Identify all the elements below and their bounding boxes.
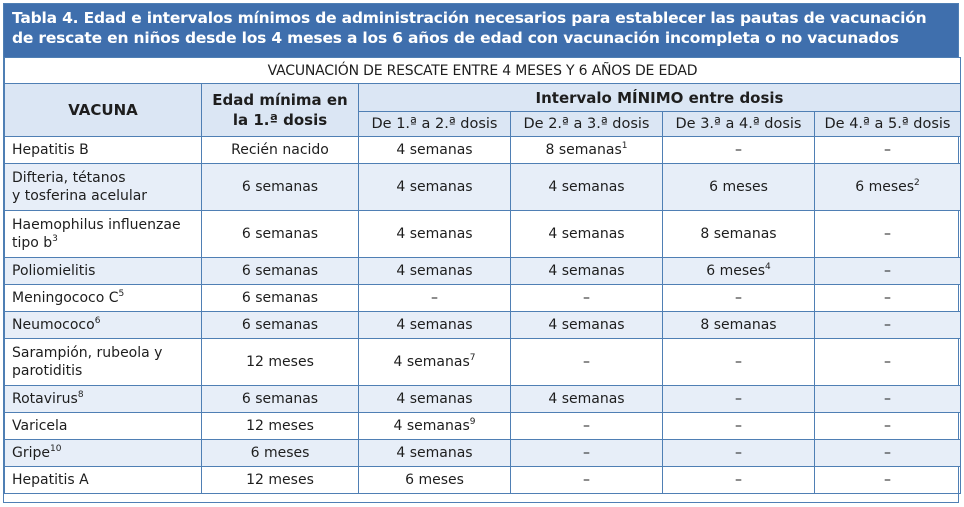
footnote-ref: 10 xyxy=(50,444,62,454)
footnote-ref: 8 xyxy=(77,390,84,400)
table-row xyxy=(5,285,961,312)
interval-3-4 xyxy=(663,386,815,413)
interval-1-2 xyxy=(359,211,511,258)
vaccine-name-line-1: Difteria, tétanos xyxy=(12,170,126,186)
interval-2-3 xyxy=(511,285,663,312)
header-dosis-2-3: De 2.ª a 3.ª dosis xyxy=(511,112,663,137)
interval-value: – xyxy=(884,226,891,242)
interval-4-5 xyxy=(815,285,961,312)
interval-2-3 xyxy=(511,413,663,440)
interval-4-5 xyxy=(815,339,961,386)
interval-value: – xyxy=(583,418,590,434)
interval-2-3 xyxy=(511,164,663,211)
vaccination-table-frame xyxy=(3,3,959,503)
vaccine-name-text: Gripe xyxy=(12,445,50,461)
footnote-ref: 4 xyxy=(765,262,771,272)
interval-value: 6 meses xyxy=(709,179,768,195)
footnote-ref: 2 xyxy=(914,178,920,188)
vaccine-name-text: Varicela xyxy=(12,418,68,434)
min-age: 6 semanas xyxy=(202,258,359,285)
table-row xyxy=(5,339,961,386)
interval-value: 6 meses xyxy=(706,263,766,279)
interval-2-3 xyxy=(511,258,663,285)
interval-1-2 xyxy=(359,164,511,211)
interval-value: – xyxy=(735,418,742,434)
interval-value: 4 semanas xyxy=(396,226,473,242)
vaccine-name xyxy=(5,339,202,386)
footnote-ref: 7 xyxy=(469,353,476,363)
table-caption xyxy=(4,4,958,57)
interval-value: 4 semanas xyxy=(548,391,625,407)
interval-value: – xyxy=(884,472,891,488)
table-row xyxy=(5,211,961,258)
min-age: 6 semanas xyxy=(202,386,359,413)
interval-value: – xyxy=(735,290,742,306)
header-edad-line-1: Edad mínima en xyxy=(212,91,348,109)
interval-value: – xyxy=(583,472,590,488)
footnote-ref: 3 xyxy=(52,234,58,244)
interval-3-4 xyxy=(663,339,815,386)
interval-value: – xyxy=(884,263,891,279)
table-row xyxy=(5,386,961,413)
interval-3-4 xyxy=(663,413,815,440)
header-vacuna: VACUNA xyxy=(5,84,202,137)
interval-2-3 xyxy=(511,339,663,386)
interval-value: 8 semanas xyxy=(700,226,777,242)
table-row xyxy=(5,258,961,285)
interval-value: – xyxy=(735,445,742,461)
min-age: 6 semanas xyxy=(202,164,359,211)
caption-line-2: de rescate en niños desde los 4 meses a los 6 años de edad con vacunación incompleta o no vacunados xyxy=(12,29,899,47)
interval-value: 4 semanas xyxy=(396,179,473,195)
min-age: 6 semanas xyxy=(202,211,359,258)
footnote-ref: 6 xyxy=(94,316,101,326)
interval-value: 4 semanas xyxy=(548,317,625,333)
interval-1-2 xyxy=(359,467,511,494)
vaccine-name-text: Hepatitis B xyxy=(12,142,89,158)
header-edad-minima xyxy=(202,84,359,137)
interval-1-2 xyxy=(359,285,511,312)
interval-value: 4 semanas xyxy=(393,354,470,370)
vaccine-name-text: Hepatitis A xyxy=(12,472,89,488)
interval-1-2 xyxy=(359,413,511,440)
footnote-ref: 1 xyxy=(621,141,628,151)
vaccine-name-text: Rotavirus xyxy=(12,391,78,407)
footnote-ref: 5 xyxy=(118,289,125,299)
interval-value: – xyxy=(884,290,891,306)
vaccine-name-text: Neumococo xyxy=(12,317,95,333)
vaccine-name xyxy=(5,312,202,339)
interval-1-2 xyxy=(359,440,511,467)
header-dosis-4-5: De 4.ª a 5.ª dosis xyxy=(815,112,961,137)
header-edad-line-2: la 1.ª dosis xyxy=(232,111,328,129)
interval-2-3 xyxy=(511,467,663,494)
interval-value: 4 semanas xyxy=(548,263,625,279)
interval-4-5 xyxy=(815,258,961,285)
interval-value: – xyxy=(735,472,742,488)
interval-2-3 xyxy=(511,440,663,467)
interval-4-5 xyxy=(815,137,961,164)
interval-3-4 xyxy=(663,467,815,494)
vaccine-name xyxy=(5,440,202,467)
interval-value: 4 semanas xyxy=(548,226,625,242)
interval-value: 6 meses xyxy=(855,179,915,195)
interval-4-5 xyxy=(815,413,961,440)
table-row xyxy=(5,413,961,440)
interval-1-2 xyxy=(359,339,511,386)
min-age: 6 semanas xyxy=(202,285,359,312)
vaccine-name-line-1: Haemophilus influenzae xyxy=(12,217,181,233)
interval-3-4 xyxy=(663,164,815,211)
interval-value: – xyxy=(735,391,742,407)
min-age: Recién nacido xyxy=(202,137,359,164)
interval-3-4 xyxy=(663,137,815,164)
interval-value: – xyxy=(884,418,891,434)
header-dosis-3-4: De 3.ª a 4.ª dosis xyxy=(663,112,815,137)
table-row xyxy=(5,467,961,494)
table-row xyxy=(5,164,961,211)
interval-value: – xyxy=(735,354,742,370)
interval-value: – xyxy=(583,290,590,306)
interval-value: 4 semanas xyxy=(393,418,470,434)
vaccine-name xyxy=(5,467,202,494)
interval-1-2 xyxy=(359,386,511,413)
interval-3-4 xyxy=(663,258,815,285)
vaccine-name-text: Poliomielitis xyxy=(12,263,96,279)
interval-value: – xyxy=(431,290,438,306)
interval-value: – xyxy=(583,354,590,370)
interval-value: 4 semanas xyxy=(548,179,625,195)
interval-value: 8 semanas xyxy=(545,142,622,158)
table-banner: VACUNACIÓN DE RESCATE ENTRE 4 MESES Y 6 AÑOS DE EDAD xyxy=(5,58,961,84)
interval-4-5 xyxy=(815,164,961,211)
caption-line-1: Tabla 4. Edad e intervalos mínimos de administración necesarios para establecer las pautas de vacunación xyxy=(12,9,927,27)
interval-1-2 xyxy=(359,312,511,339)
interval-value: 4 semanas xyxy=(396,263,473,279)
interval-value: 4 semanas xyxy=(396,317,473,333)
header-dosis-1-2: De 1.ª a 2.ª dosis xyxy=(359,112,511,137)
interval-value: – xyxy=(735,142,742,158)
min-age: 12 meses xyxy=(202,413,359,440)
footnote-ref: 9 xyxy=(469,417,476,427)
interval-4-5 xyxy=(815,467,961,494)
interval-2-3 xyxy=(511,386,663,413)
interval-value: – xyxy=(884,317,891,333)
interval-value: – xyxy=(884,354,891,370)
interval-1-2 xyxy=(359,137,511,164)
interval-value: 4 semanas xyxy=(396,445,473,461)
interval-4-5 xyxy=(815,312,961,339)
interval-value: 6 meses xyxy=(405,472,464,488)
interval-value: 8 semanas xyxy=(700,317,777,333)
vaccine-name xyxy=(5,413,202,440)
vaccine-name xyxy=(5,164,202,211)
interval-4-5 xyxy=(815,386,961,413)
interval-2-3 xyxy=(511,211,663,258)
interval-value: – xyxy=(583,445,590,461)
vaccine-name-line-2: y tosferina acelular xyxy=(12,188,148,204)
table-row xyxy=(5,312,961,339)
interval-value: – xyxy=(884,391,891,407)
min-age: 12 meses xyxy=(202,339,359,386)
table-row xyxy=(5,440,961,467)
header-intervalo-minimo: Intervalo MÍNIMO entre dosis xyxy=(359,84,961,112)
interval-3-4 xyxy=(663,312,815,339)
vaccine-name xyxy=(5,137,202,164)
min-age: 12 meses xyxy=(202,467,359,494)
interval-2-3 xyxy=(511,312,663,339)
vaccine-name-line-2: parotiditis xyxy=(12,363,83,379)
vaccine-name xyxy=(5,386,202,413)
interval-value: 4 semanas xyxy=(396,142,473,158)
interval-3-4 xyxy=(663,285,815,312)
vaccine-name-text: Meningococo C xyxy=(12,290,119,306)
interval-2-3 xyxy=(511,137,663,164)
interval-3-4 xyxy=(663,211,815,258)
table-row xyxy=(5,137,961,164)
min-age: 6 meses xyxy=(202,440,359,467)
min-age: 6 semanas xyxy=(202,312,359,339)
vaccine-name xyxy=(5,211,202,258)
interval-3-4 xyxy=(663,440,815,467)
vaccination-table xyxy=(4,57,961,494)
vaccine-name xyxy=(5,258,202,285)
interval-value: – xyxy=(884,445,891,461)
interval-value: 4 semanas xyxy=(396,391,473,407)
vaccine-name-line-2: tipo b xyxy=(12,235,53,251)
interval-1-2 xyxy=(359,258,511,285)
interval-4-5 xyxy=(815,440,961,467)
vaccine-name xyxy=(5,285,202,312)
interval-4-5 xyxy=(815,211,961,258)
vaccine-name-line-1: Sarampión, rubeola y xyxy=(12,345,163,361)
interval-value: – xyxy=(884,142,891,158)
